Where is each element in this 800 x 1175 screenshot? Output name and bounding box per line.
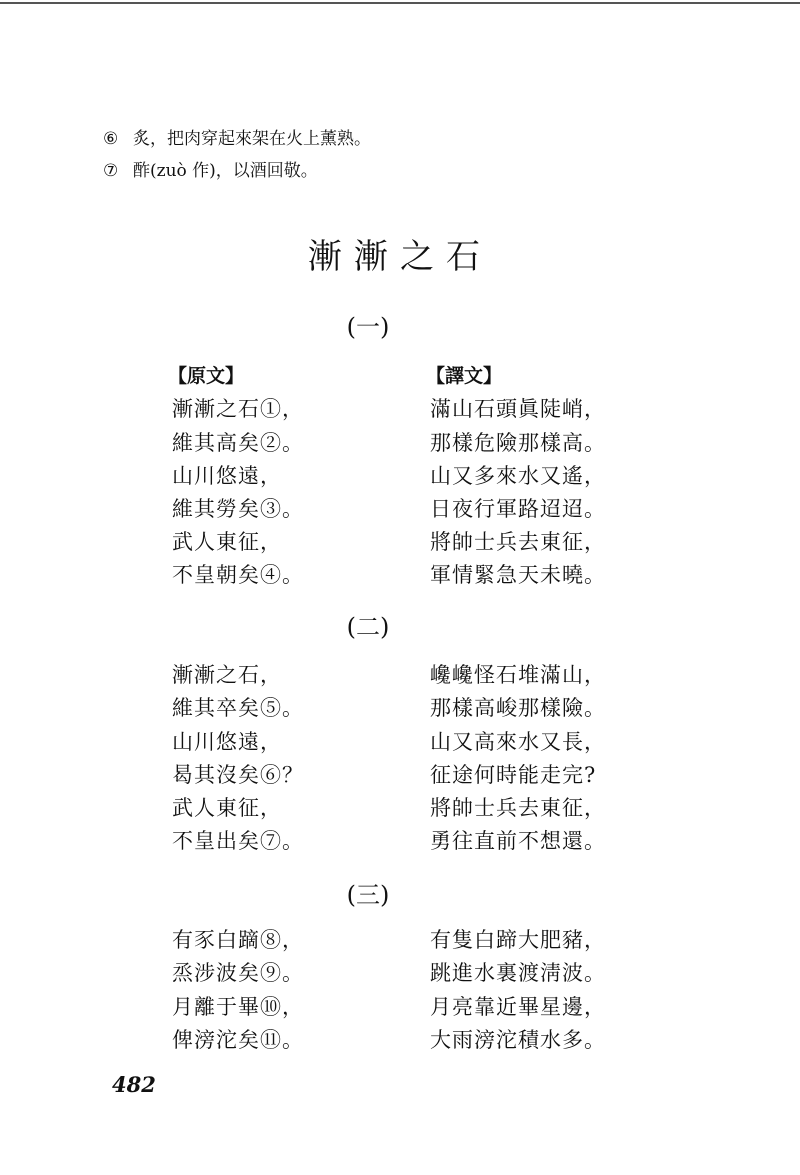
footnote-mark: ⑦: [103, 161, 119, 181]
translation-column-header: 【譯文】: [426, 365, 503, 387]
original-line: 武人東征，: [172, 796, 282, 820]
page-number: 482: [112, 1072, 156, 1097]
original-line: 曷其沒矣⑥？: [172, 763, 304, 787]
translation-line: 征途何時能走完?: [430, 763, 597, 787]
original-line: 漸漸之石，: [172, 663, 282, 687]
translation-line: 將帥士兵去東征，: [430, 796, 606, 820]
top-border: [0, 2, 800, 4]
translation-line: 山又高來水又長，: [430, 730, 606, 754]
translation-line: 有隻白蹄大肥豬，: [430, 928, 606, 952]
section-heading-3: (三): [346, 881, 390, 909]
translation-line: 那樣危險那樣高。: [430, 431, 606, 455]
original-column-header: 【原文】: [168, 365, 245, 387]
translation-line: 那樣高峻那樣險。: [430, 696, 606, 720]
original-line: 有豕白蹢⑧，: [172, 928, 304, 952]
footnote-text: 炙，把肉穿起來架在火上薰熟。: [133, 129, 371, 149]
translation-line: 山又多來水又遙，: [430, 464, 606, 488]
original-line: 不皇朝矣④。: [172, 563, 304, 587]
translation-line: 巉巉怪石堆滿山，: [430, 663, 606, 687]
original-line: 山川悠遠，: [172, 730, 282, 754]
translation-line: 滿山石頭眞陡峭，: [430, 397, 606, 421]
original-line: 維其高矣②。: [172, 431, 304, 455]
original-line: 月離于畢⑩，: [172, 995, 304, 1019]
translation-line: 軍情緊急天未曉。: [430, 563, 606, 587]
translation-line: 勇往直前不想還。: [430, 829, 606, 853]
footnote-text: 酢(zuò 作)，以酒回敬。: [133, 161, 318, 181]
original-line: 維其卒矣⑤。: [172, 696, 304, 720]
original-line: 武人東征，: [172, 530, 282, 554]
translation-line: 將帥士兵去東征，: [430, 530, 606, 554]
translation-line: 月亮靠近畢星邊，: [430, 995, 606, 1019]
original-line: 山川悠遠，: [172, 464, 282, 488]
translation-line: 日夜行軍路迢迢。: [430, 497, 606, 521]
original-line: 不皇出矣⑦。: [172, 829, 304, 853]
poem-title: 漸漸之石: [308, 237, 492, 277]
footnote-6: [103, 128, 371, 150]
original-line: 維其勞矣③。: [172, 497, 304, 521]
section-heading-1: (一): [346, 313, 390, 341]
original-line: 俾滂沱矣⑪。: [172, 1028, 304, 1052]
original-line: 烝涉波矣⑨。: [172, 961, 304, 985]
section-heading-2: (二): [346, 613, 390, 641]
footnote-7: [103, 160, 318, 182]
footnote-mark: ⑥: [103, 129, 119, 149]
translation-line: 跳進水裏渡淸波。: [430, 961, 606, 985]
translation-line: 大雨滂沱積水多。: [430, 1028, 606, 1052]
original-line: 漸漸之石①，: [172, 397, 304, 421]
